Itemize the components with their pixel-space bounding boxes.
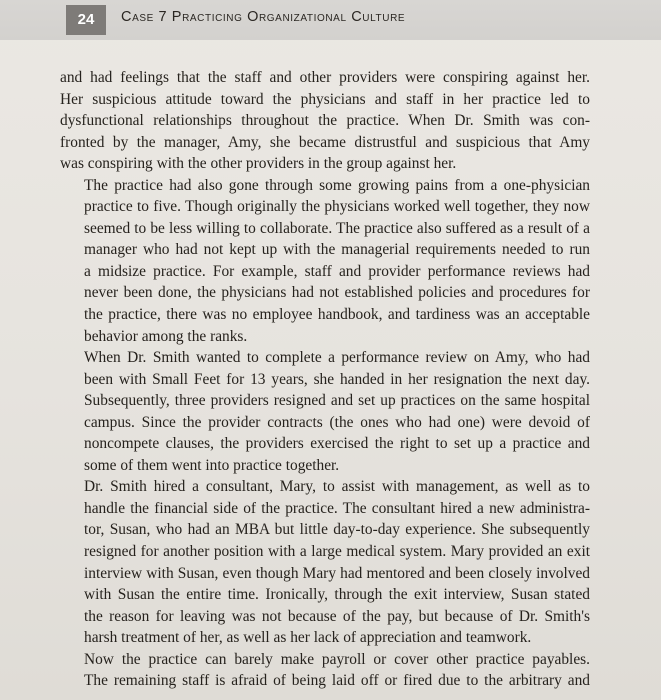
- running-head: Case 7 Practicing Organizational Culture: [121, 9, 406, 25]
- text-line: practice to five. Though originally the physicians worked well together, they now: [84, 198, 590, 216]
- text-line: Now the practice can barely make payroll or cover other practice payables.: [84, 650, 590, 668]
- text-line: tor, Susan, who had an MBA but little day-to-day experience. She subsequently: [84, 521, 590, 539]
- text-line: interview with Susan, even though Mary had mentored and been closely involved: [84, 564, 590, 582]
- text-line: When Dr. Smith wanted to complete a performance review on Amy, who had: [84, 349, 590, 367]
- text-line: Subsequently, three providers resigned and set up practices on the same hospital: [84, 392, 590, 410]
- text-line: some of them went into practice together.: [84, 456, 340, 474]
- paragraph: [60, 649, 590, 692]
- text-line: seemed to be less willing to collaborate. The practice also suffered as a result of a: [84, 219, 590, 237]
- text-line: dysfunctional relationships throughout the practice. When Dr. Smith was con-: [60, 112, 590, 130]
- text-line: handle the financial side of the practice. The consultant hired a new administra-: [84, 499, 590, 517]
- text-line: been with Small Feet for 13 years, she handed in her resignation the next day.: [84, 370, 590, 388]
- page-header: [0, 0, 661, 40]
- text-line: resigned for another position with a large medical system. Mary provided an exit: [84, 543, 590, 561]
- text-line: The remaining staff is afraid of being laid off or fired due to the arbitrary and: [84, 672, 590, 690]
- text-line: The practice had also gone through some growing pains from a one-physician: [84, 176, 590, 194]
- text-line: never been done, the physicians had not established policies and procedures for: [84, 284, 590, 302]
- text-line: with Susan the entire time. Ironically, through the exit interview, Susan stated: [84, 586, 590, 604]
- paragraph: [60, 175, 590, 347]
- text-line: and had feelings that the staff and other providers were conspiring against her.: [60, 69, 590, 86]
- paragraph: [60, 67, 590, 175]
- page-number: 24: [66, 5, 106, 35]
- text-line: the reason for leaving was not because of the pay, but because of Dr. Smith's: [84, 607, 590, 625]
- text-line: fronted by the manager, Amy, she became distrustful and suspicious that Amy: [60, 133, 590, 151]
- text-line: Dr. Smith hired a consultant, Mary, to assist with management, as well as to: [84, 478, 590, 496]
- paragraph: [60, 347, 590, 476]
- text-line: Her suspicious attitude toward the physicians and staff in her practice led to: [60, 90, 590, 108]
- text-line: noncompete clauses, the providers exercised the right to set up a practice and: [84, 435, 590, 453]
- text-line: behavior among the ranks.: [84, 327, 248, 345]
- text-line: a midsize practice. For example, staff and provider performance reviews had: [84, 262, 590, 280]
- text-line: the practice, there was no employee handbook, and tardiness was an acceptable: [84, 306, 590, 324]
- text-line: campus. Since the provider contracts (the ones who had one) were devoid of: [84, 413, 590, 431]
- text-line: harsh treatment of her, as well as her lack of appreciation and teamwork.: [84, 629, 532, 647]
- text-line: manager who had not kept up with the managerial requirements needed to run: [84, 241, 590, 259]
- body-text: [60, 67, 590, 692]
- paragraph: [60, 476, 590, 648]
- text-line: was conspiring with the other providers in the group against her.: [60, 155, 457, 173]
